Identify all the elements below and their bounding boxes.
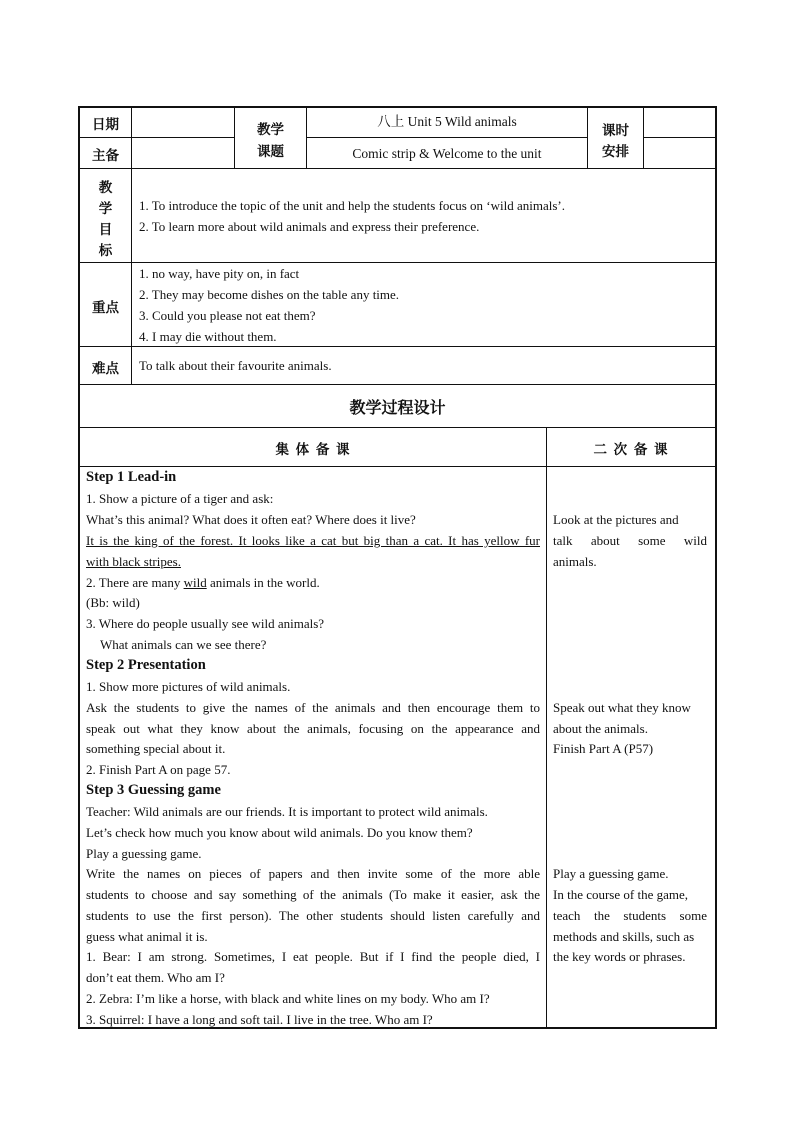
period-label-2: 安排 (602, 144, 629, 160)
note-line: the key words or phrases. (553, 949, 686, 964)
process-line: Play a guessing game. (86, 846, 202, 861)
date-value-cell[interactable] (132, 107, 234, 137)
objective-item: 2. To learn more about wild animals and express their preference. (139, 219, 480, 234)
process-line: 2. Finish Part A on page 57. (86, 762, 231, 777)
process-line: speak out what they know about the animals, focusing on the appearance and (86, 721, 540, 736)
objectives-label-2: 学 (98, 201, 113, 217)
collective-prep-header: 集 体 备 课 (275, 442, 351, 458)
process-line: It is the king of the forest. It looks like a cat but big than a cat. It has yellow fur (86, 533, 540, 548)
objectives-label-1: 教 (98, 180, 113, 196)
process-line: What’s this animal? What does it often eat? Where does it live? (86, 512, 416, 527)
note-line: Look at the pictures and (553, 512, 679, 527)
key-points-label: 重点 (92, 300, 119, 316)
date-label: 日期 (92, 117, 119, 133)
lesson-title: 八上 Unit 5 Wild animals (377, 114, 517, 129)
note-line: Play a guessing game. (553, 866, 669, 881)
objectives-label-3: 目 (98, 222, 113, 238)
process-line: Ask the students to give the names of the animals and then encourage them to (86, 700, 540, 715)
process-line: don’t eat them. Who am I? (86, 970, 225, 985)
key-point-item: 1. no way, have pity on, in fact (139, 266, 300, 281)
secondary-prep-header: 二 次 备 课 (593, 442, 669, 458)
process-line: 1. Bear: I am strong. Sometimes, I eat people. But if I find the people died, I (86, 949, 540, 964)
process-line: Teacher: Wild animals are our friends. It is important to protect wild animals. (86, 804, 488, 819)
process-line: 2. There are many wild animals in the world. (86, 575, 320, 590)
process-line: What animals can we see there? (100, 637, 267, 652)
key-point-item: 4. I may die without them. (139, 329, 277, 344)
host-value-cell[interactable] (132, 138, 234, 168)
topic-label-2: 课题 (257, 144, 284, 160)
note-line: talk about some wild (553, 533, 707, 548)
process-line: 1. Show a picture of a tiger and ask: (86, 491, 274, 506)
note-line: In the course of the game, (553, 887, 689, 902)
step3-title: Step 3 Guessing game (86, 782, 221, 798)
note-line: animals. (553, 554, 597, 569)
key-point-item: 2. They may become dishes on the table any time. (139, 287, 400, 302)
process-line: guess what animal it is. (86, 929, 208, 944)
objectives-label-4: 标 (98, 243, 113, 259)
process-line: with black stripes. (86, 554, 181, 569)
difficulty-text: To talk about their favourite animals. (139, 358, 332, 373)
table-right-border (715, 106, 717, 1029)
host-label: 主备 (92, 148, 119, 164)
process-line: Write the names on pieces of papers and then invite some of the more able (86, 866, 540, 881)
note-line: teach the students some (553, 908, 707, 923)
period-label-1: 课时 (602, 123, 629, 139)
process-line: 1. Show more pictures of wild animals. (86, 679, 291, 694)
process-line: something special about it. (86, 741, 226, 756)
note-line: Speak out what they know (553, 700, 691, 715)
note-line: about the animals. (553, 721, 648, 736)
process-line: 3. Squirrel: I have a long and soft tail. I live in the tree. Who am I? (86, 1012, 433, 1027)
lesson-subtitle: Comic strip & Welcome to the unit (352, 146, 542, 161)
note-line: methods and skills, such as (553, 929, 695, 944)
process-line: (Bb: wild) (86, 595, 140, 610)
period-value-cell[interactable] (644, 107, 715, 137)
topic-label-1: 教学 (257, 122, 284, 138)
design-title: 教学过程设计 (349, 398, 446, 417)
process-line: students to choose and say something of the animals (To make it easier, ask the (86, 887, 540, 902)
process-line: 2. Zebra: I’m like a horse, with black and white lines on my body. Who am I? (86, 991, 490, 1006)
key-point-item: 3. Could you please not eat them? (139, 308, 316, 323)
objective-item: 1. To introduce the topic of the unit and help the students focus on ‘wild animals’. (139, 198, 565, 213)
step2-title: Step 2 Presentation (86, 657, 206, 673)
process-line: 3. Where do people usually see wild animals? (86, 616, 325, 631)
step1-title: Step 1 Lead-in (86, 469, 177, 485)
process-line: students to use the first person). The other students should listen carefully and (86, 908, 540, 923)
note-line: Finish Part A (P57) (553, 741, 654, 756)
difficulty-label: 难点 (92, 361, 119, 377)
process-line: Let’s check how much you know about wild animals. Do you know them? (86, 825, 473, 840)
